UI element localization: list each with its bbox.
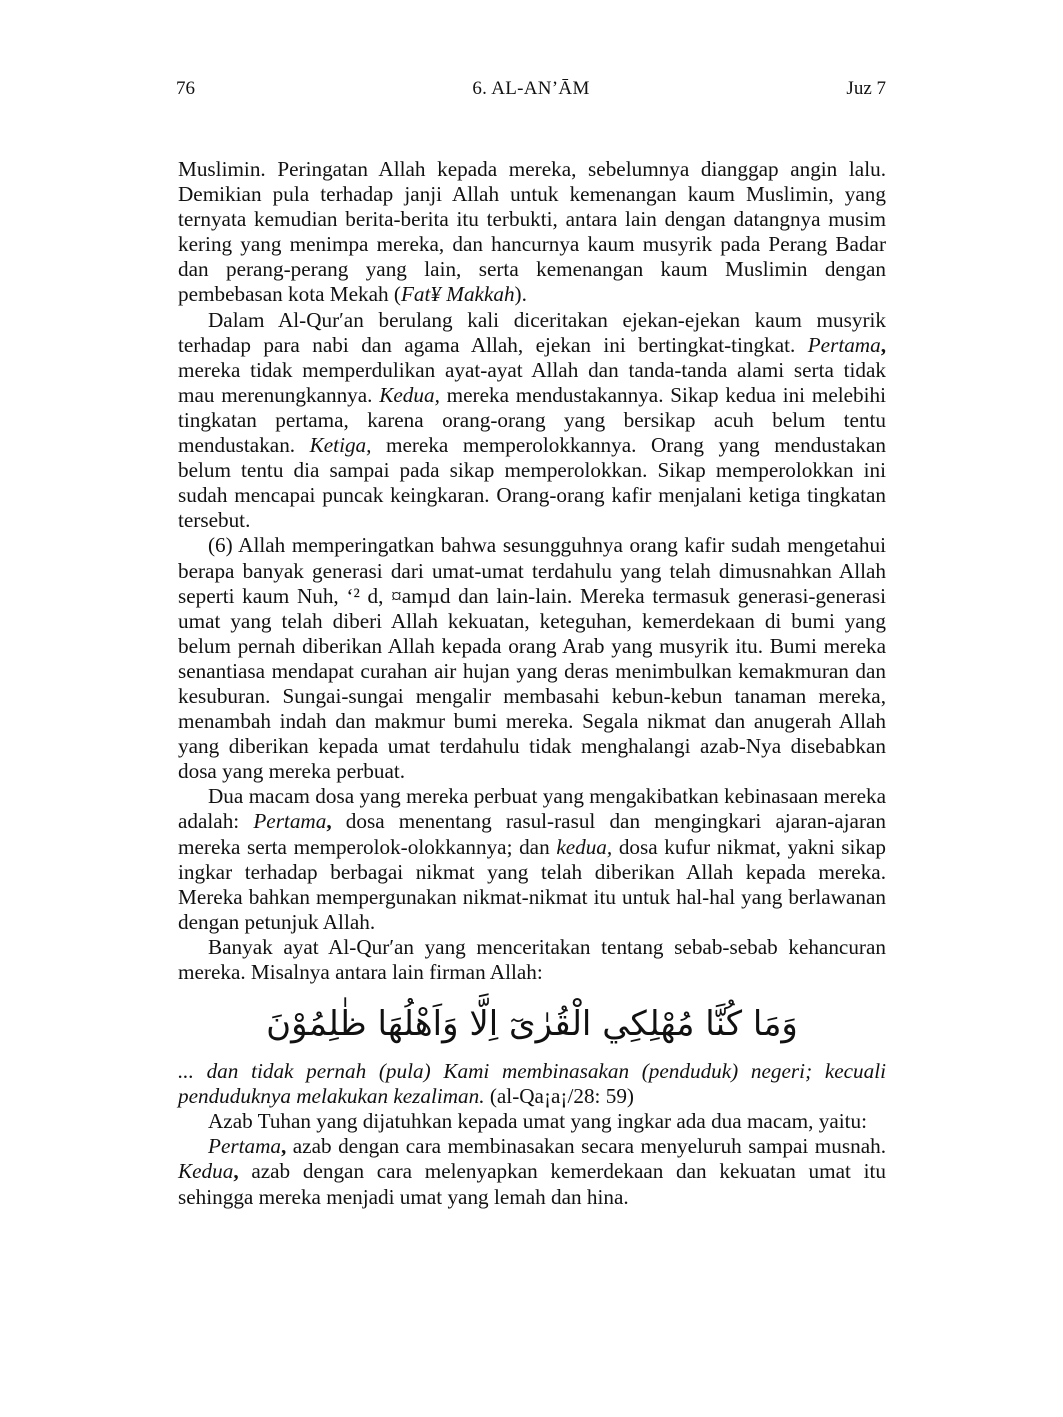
paragraph-6: Azab Tuhan yang dijatuhkan kepada umat yang ingkar ada dua macam, yaitu: bbox=[208, 1109, 867, 1134]
verse-translation: ... dan tidak pernah (pula) Kami membinasakan (penduduk) negeri; kecuali penduduknya melakukan kezaliman. (al-Qa¡a¡/28: 59) bbox=[178, 1059, 886, 1109]
verse-reference: (al-Qa¡a¡/28: 59) bbox=[484, 1084, 634, 1109]
paragraph-5: Banyak ayat Al-Qur′an yang menceritakan tentang sebab-sebab kehancuran mereka. Misalnya antara lain firman Allah: bbox=[178, 934, 886, 984]
paragraph-2: Dalam Al-Qur′an berulang kali diceritakan ejekan-ejekan kaum musyrik terhadap para nabi dan agama Allah, ejekan ini bertingkat-tingkat. Pertama, mereka tidak memperdulikan ayat-ayat Allah dan tanda-tanda alami serta tidak mau merenungkannya. Kedua, mereka mendustakannya. Sikap kedua ini melebihi tingkatan pertama, karena orang-orang yang bersikap acuh belum tentu mendustakan. Ketiga, mereka memperolokkannya. Orang yang mendustakan belum tentu dia sampai pada sikap memperolokkan. Sikap memperolokkan ini sudah mencapai puncak keingkaran. Orang-orang kafir menjalani ketiga tingkatan tersebut. bbox=[178, 307, 886, 533]
surah-title: 6. AL-AN’ĀM bbox=[472, 78, 590, 99]
juz-label: Juz 7 bbox=[846, 78, 886, 99]
paragraph-7: Pertama, azab dengan cara membinasakan secara menyeluruh sampai musnah. Kedua, azab dengan cara melenyapkan kemerdekaan dan kekuatan umat itu sehingga mereka menjadi umat yang lemah dan hina. bbox=[178, 1134, 886, 1209]
paragraph-1: Muslimin. Peringatan Allah kepada mereka, sebelumnya dianggap angin lalu. Demikian pula terhadap janji Allah untuk kemenangan kaum Muslimin, yang ternyata kemudian berita-berita itu terbukti, antara lain dengan datangnya musim kering yang menimpa mereka, dan hancurnya kaum musyrik pada Perang Badar dan perang-perang yang lain, serta kemenangan kaum Muslimin dengan pembebasan kota Mekah (Fat¥ Makkah). bbox=[178, 157, 886, 307]
body-text bbox=[178, 157, 886, 1210]
paragraph-4: Dua macam dosa yang mereka perbuat yang mengakibatkan kebinasaan mereka adalah: Pertama, dosa menentang rasul-rasul dan mengingkari ajaran-ajaran mereka serta memperolok-olokkannya; dan kedua, dosa kufur nikmat, yakni sikap ingkar terhadap berbagai nikmat yang telah diberikan Allah kepada mereka. Mereka bahkan mempergunakan nikmat-nikmat itu untuk hal-hal yang berlawanan dengan petunjuk Allah. bbox=[178, 784, 886, 934]
page-header bbox=[176, 76, 886, 106]
page-number: 76 bbox=[176, 78, 195, 99]
paragraph-3: (6) Allah memperingatkan bahwa sesungguhnya orang kafir sudah mengetahui berapa banyak generasi dari umat-umat terdahulu yang telah dimusnahkan Allah seperti kaum Nuh, ‘² d, ¤amµd dan lain-lain. Mereka termasuk generasi-generasi umat yang telah diberi Allah kekuatan, keteguhan, kemerdekaan di bumi yang belum pernah diberikan Allah kepada orang Arab yang musyrik itu. Bumi mereka senantiasa mendapat curahan air hujan yang deras menimbulkan kemakmuran dan kesuburan. Sungai-sungai mengalir membasahi kebun-kebun tanaman mereka, menambah indah dan makmur bumi mereka. Segala nikmat dan anugerah Allah yang diberikan kepada umat terdahulu tidak menghalangi azab-Nya disebabkan dosa yang mereka perbuat. bbox=[178, 533, 886, 784]
arabic-verse: وَمَا كُنَّا مُهْلِكِي الْقُرٰىٓ اِلَّا وَاَهْلُهَا ظٰلِمُوْنَ bbox=[266, 1003, 798, 1044]
